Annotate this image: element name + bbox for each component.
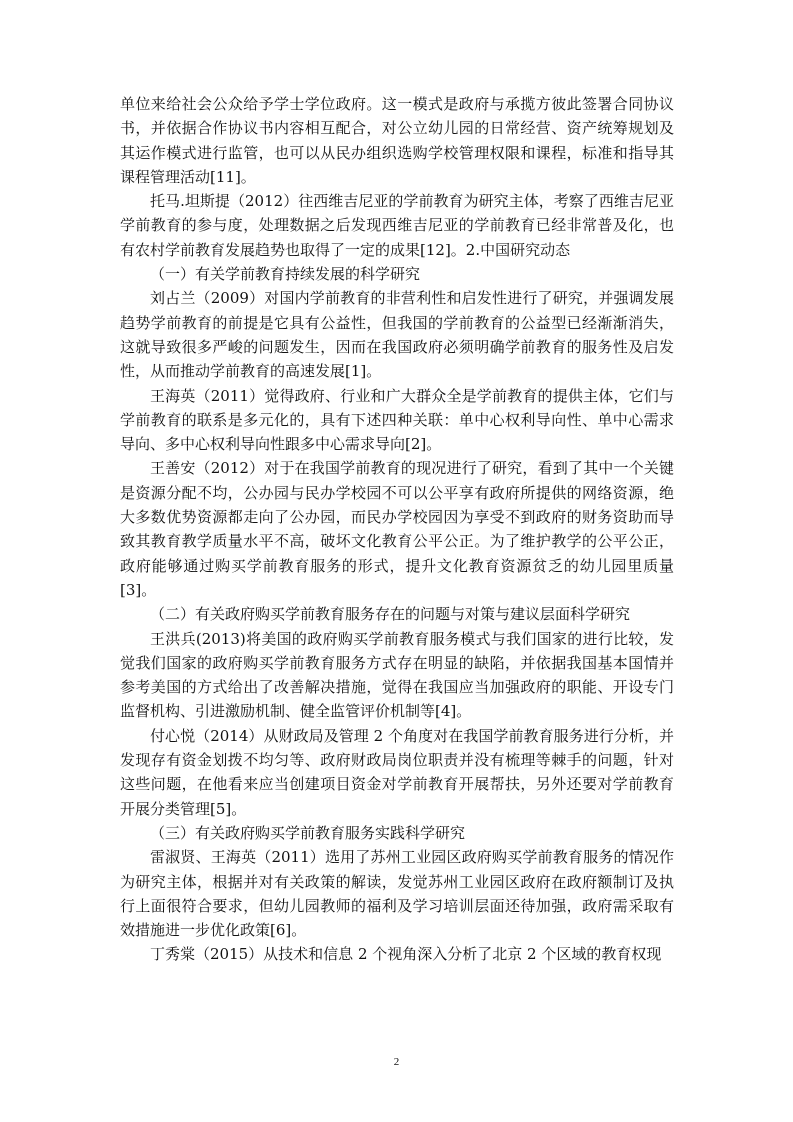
section-heading-1: （一）有关学前教育持续发展的科学研究 [150,265,421,284]
section-heading-2: （二）有关政府购买学前教育服务存在的问题与对策与建议层面科学研究 [150,605,631,624]
paragraph-liuzhanlan: 刘占兰（2009）对国内学前教育的非营利性和启发性进行了研究，并强调发展趋势学前教育的前提是它具有公益性，但我国的学前教育的公益型已经渐渐消失，这就导致很多严峻的问题发生，因而在我国政府必须明确学前教育的服务性及启发性，从而推动学前教育的高速发展[1]。 [120,289,674,381]
paragraph-fuxinyue: 付心悦（2014）从财政局及管理 2 个角度对在我国学前教育服务进行分析，并发现存有资金划拨不均匀等、政府财政局岗位职责并没有梳理等棘手的问题，针对这些问题，在他看来应当创建项目资金对学前教育开展帮扶，另外还要对学前教育开展分类管理[5]。 [120,726,674,818]
paragraph-leishuxian: 雷淑贤、王海英（2011）选用了苏州工业园区政府购买学前教育服务的情况作为研究主体，根据并对有关政策的解读，发觉苏州工业园区政府在政府额制订及执行上面很符合要求，但幼儿园教师的福利及学习培训层面还待加强，政府需采取有效措施进一步优化政策[6]。 [120,848,674,940]
paragraph-wanghongbing: 王洪兵(2013)将美国的政府购买学前教育服务模式与我们国家的进行比较，发觉我们国家的政府购买学前教育服务方式存在明显的缺陷，并依据我国基本国情并参考美国的方式给出了改善解决措施，觉得在我国应当加强政府的职能、开设专门监督机构、引进激励机制、健全监管评价机制等[4]。 [120,629,674,721]
body-text [120,92,674,967]
page-number: 2 [393,1056,400,1068]
paragraph-continuation: 单位来给社会公众给予学士学位政府。这一模式是政府与承揽方彼此签署合同协议书，并依据合作协议书内容相互配合，对公立幼儿园的日常经营、资产统筹规划及其运作模式进行监管，也可以从民办组织选购学校管理权限和课程，标准和指导其课程管理活动[11]。 [120,95,674,186]
section-heading-3: （三）有关政府购买学前教育服务实践科学研究 [150,823,466,842]
paragraph-wanghaiying: 王海英（2011）觉得政府、行业和广大群众全是学前教育的提供主体，它们与学前教育的联系是多元化的，具有下述四种关联：单中心权利导向性、单中心需求导向、多中心权利导向性跟多中心需求导向[2]。 [120,386,674,454]
paragraph-dingxiutang: 丁秀棠（2015）从技术和信息 2 个视角深入分析了北京 2 个区域的教育权现 [150,945,662,964]
paragraph-wangshanan: 王善安（2012）对于在我国学前教育的现况进行了研究，看到了其中一个关键是资源分配不均，公办园与民办学校园不可以公平享有政府所提供的网络资源，绝大多数优势资源都走向了公办园，而民办学校园因为享受不到政府的财务资助而导致其教育教学质量水平不高，破坏文化教育公平公正。为了维护教学的公平公正，政府能够通过购买学前教育服务的形式，提升文化教育资源贫乏的幼儿园里质量[3]。 [120,459,674,599]
paragraph-tuoma: 托马.坦斯提（2012）往西维吉尼亚的学前教育为研究主体，考察了西维吉尼亚学前教育的参与度，处理数据之后发现西维吉尼亚的学前教育已经非常普及化，也有农村学前教育发展趋势也取得了一定的成果[12]。2.中国研究动态 [120,192,674,259]
